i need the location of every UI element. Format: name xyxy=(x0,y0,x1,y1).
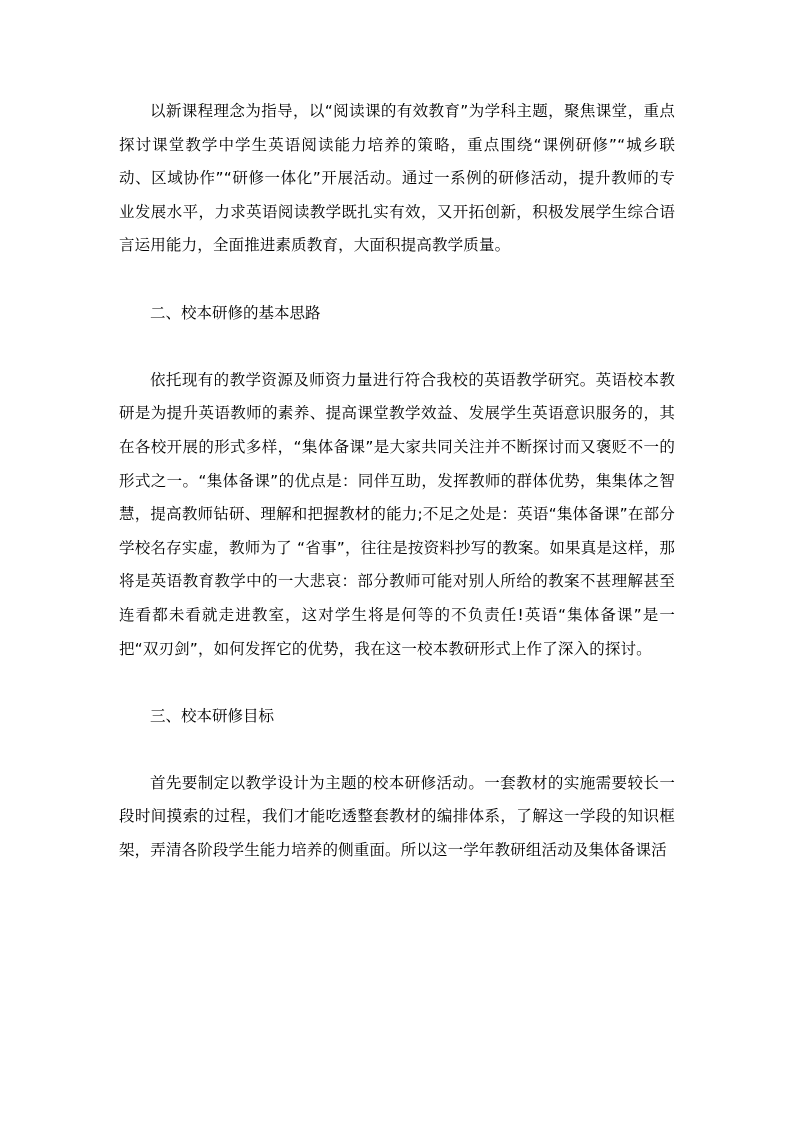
paragraph-spacer xyxy=(119,666,675,700)
section-heading: 三、校本研修目标 xyxy=(150,706,275,725)
document-page xyxy=(119,95,675,868)
paragraph-spacer xyxy=(119,330,675,364)
body-paragraph: 以新课程理念为指导，以“阅读课的有效教育”为学科主题，聚焦课堂，重点探讨课堂教学中学生英语阅读能力培养的策略，重点围绕“课例研修”“城乡联动、区域协作”“研修一体化”开展活动。通过一系例的研修活动，提升教师的专业发展水平，力求英语阅读教学既扎实有效，又开拓创新，积极发展学生综合语言运用能力，全面推进素质教育，大面积提高教学质量。 xyxy=(119,102,675,255)
paragraph-spacer xyxy=(119,733,675,767)
body-paragraph: 依托现有的教学资源及师资力量进行符合我校的英语教学研究。英语校本教研是为提升英语教师的素养、提高课堂教学效益、发展学生英语意识服务的，其在各校开展的形式多样，“集体备课”是大家共同关注并不断探讨而又褒贬不一的形式之一。“集体备课”的优点是：同伴互助，发挥教师的群体优势，集集体之智慧，提高教师钻研、理解和把握教材的能力;不足之处是：英语“集体备课”在部分学校名存实虚，教师为了 “省事”，往往是按资料抄写的教案。如果真是这样，那将是英语教育教学中的一大悲哀：部分教师可能对别人所给的教案不甚理解甚至连看都未看就走进教室，这对学生将是何等的不负责任!英语“集体备课”是一把“双刃剑”，如何发挥它的优势，我在这一校本教研形式上作了深入的探讨。 xyxy=(119,370,675,658)
section-heading: 二、校本研修的基本思路 xyxy=(150,303,321,322)
paragraph-spacer xyxy=(119,263,675,297)
body-paragraph: 首先要制定以教学设计为主题的校本研修活动。一套教材的实施需要较长一段时间摸索的过程，我们才能吃透整套教材的编排体系，了解这一学段的知识框架，弄清各阶段学生能力培养的侧重面。所以这一学年教研组活动及集体备课活 xyxy=(119,773,675,860)
